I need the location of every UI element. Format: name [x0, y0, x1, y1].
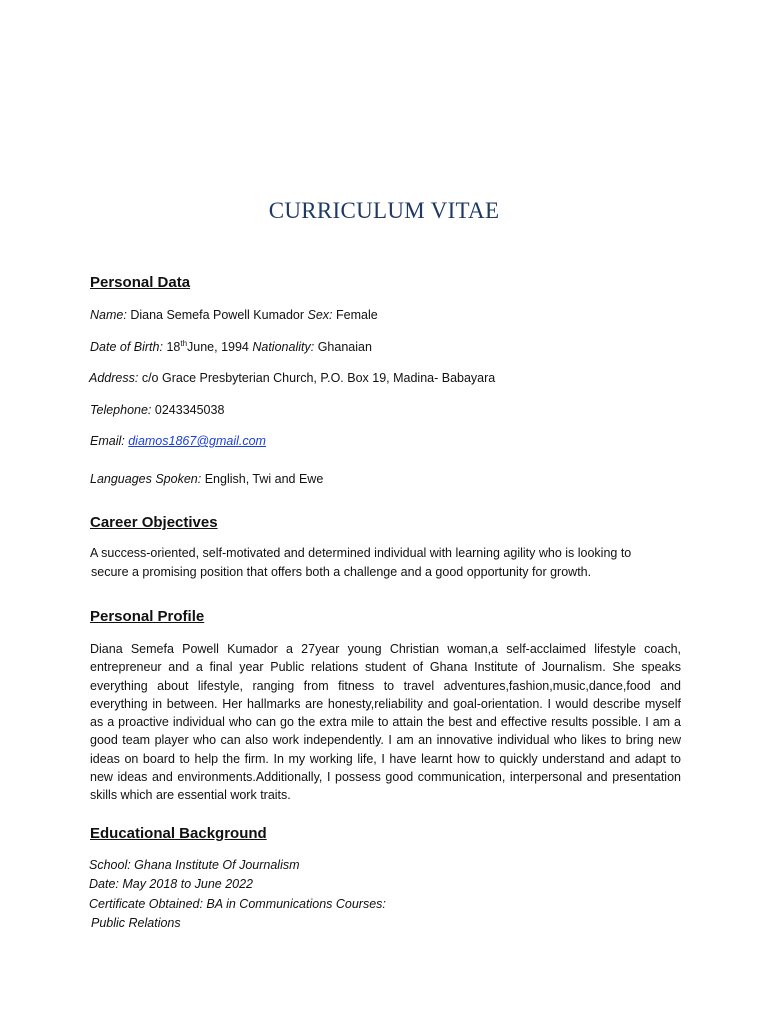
languages-label: Languages Spoken: — [90, 472, 202, 486]
dob-day: 18 — [166, 340, 181, 354]
sex-label: Sex: — [307, 308, 333, 322]
education-course: Public Relations — [91, 916, 181, 930]
sex-value: Female — [336, 308, 378, 322]
name-label: Name: — [90, 308, 127, 322]
email-line — [90, 434, 266, 448]
education-date: Date: May 2018 to June 2022 — [89, 877, 254, 891]
dob-suffix: th — [180, 338, 188, 348]
career-objectives-line-2: secure a promising position that offers both a challenge and a good opportunity for growth. — [91, 565, 592, 579]
education-school: School: Ghana Institute Of Journalism — [89, 858, 300, 872]
name-line — [90, 308, 378, 322]
document-title: CURRICULUM VITAE — [268, 198, 500, 223]
education-certificate: Certificate Obtained: BA in Communications Courses: — [89, 897, 386, 911]
personal-data-heading: Personal Data — [90, 274, 191, 291]
telephone-line — [90, 403, 224, 417]
address-line — [89, 371, 495, 385]
telephone-value: 0243345038 — [154, 403, 225, 417]
nationality-value: Ghanaian — [317, 340, 372, 354]
dob-line — [90, 340, 372, 354]
telephone-label: Telephone: — [90, 403, 152, 417]
career-objectives-heading: Career Objectives — [90, 514, 218, 531]
name-value: Diana Semefa Powell Kumador — [130, 308, 305, 322]
address-label: Address: — [89, 371, 139, 385]
personal-profile-text: Diana Semefa Powell Kumador a 27year young Christian woman,a self-acclaimed lifestyle coach, entrepreneur and a final year Public relations student of Ghana Institute of Journalism. She speaks everything about lifestyle, ranging from fitness to travel adventures,fashion,music,dance,food and everything in between. Her hallmarks are honesty,reliability and goal-orientation. I would describe myself as a proactive individual who can go the extra mile to attain the best and effective results possible. I am a good team player who can also work independently. I am an innovative individual who likes to bring new ideas on board to help the firm. In my working life, I have learnt how to quickly understand and adapt to new ideas and environments.Additionally, I possess good communication, interpersonal and presentation skills which are essential work traits. — [90, 642, 681, 803]
dob-rest: June, 1994 — [187, 340, 249, 354]
languages-value: English, Twi and Ewe — [204, 472, 324, 486]
address-value: c/o Grace Presbyterian Church, P.O. Box 19, Madina- Babayara — [141, 371, 496, 385]
dob-label: Date of Birth: — [90, 340, 163, 354]
nationality-label: Nationality: — [252, 340, 315, 354]
career-objectives-line-1: A success-oriented, self-motivated and determined individual with learning agility who is looking to — [90, 546, 632, 560]
email-label: Email: — [90, 434, 125, 448]
education-heading: Educational Background — [90, 825, 267, 842]
languages-line — [90, 472, 323, 486]
email-link[interactable]: diamos1867@gmail.com — [128, 434, 266, 448]
personal-profile-heading: Personal Profile — [90, 608, 205, 625]
